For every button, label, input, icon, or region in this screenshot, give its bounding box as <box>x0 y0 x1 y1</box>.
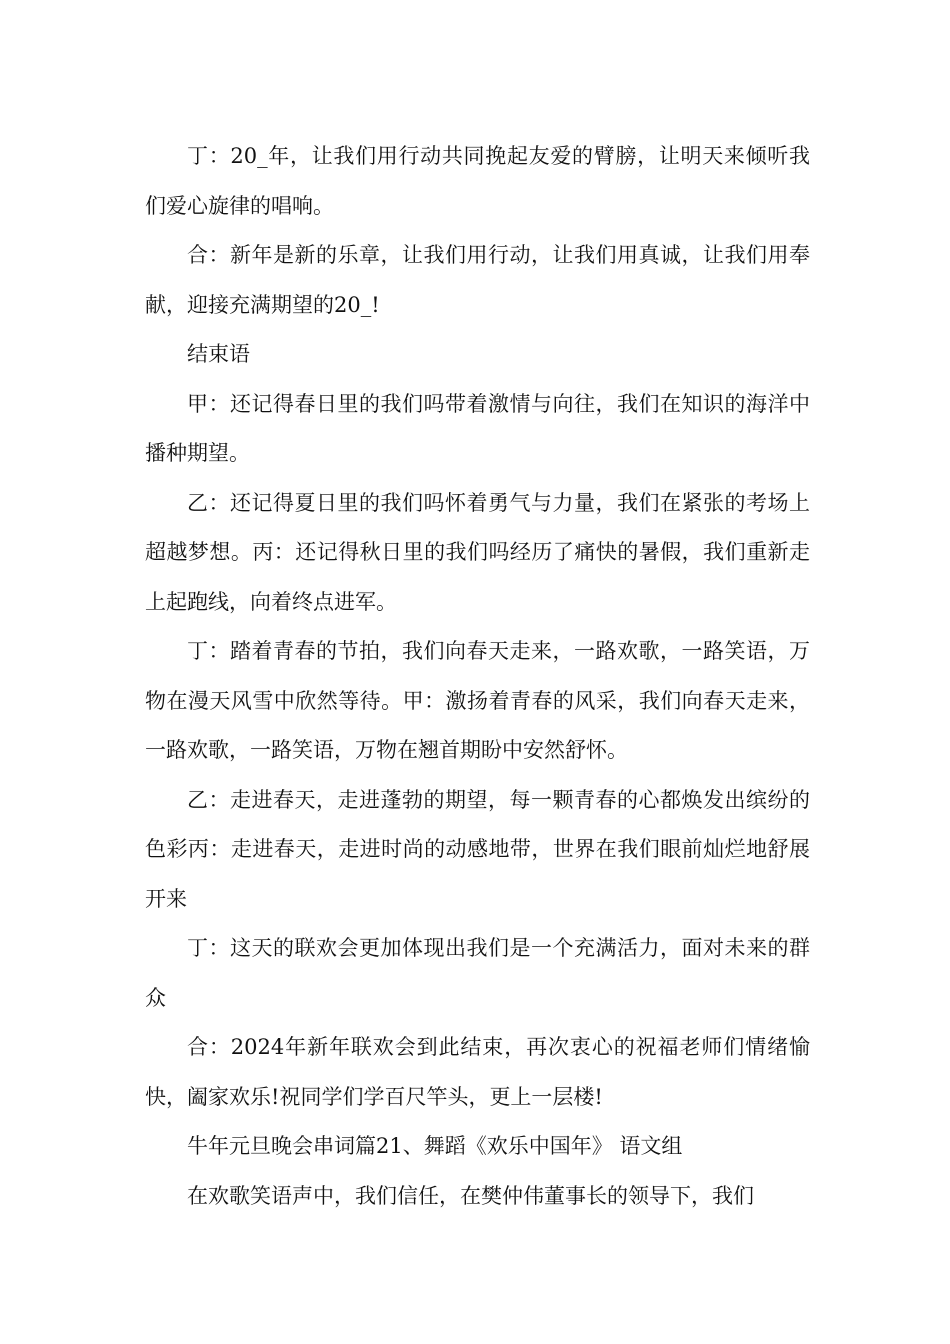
paragraph-ding-2: 丁：这天的联欢会更加体现出我们是一个充满活力，面对未来的群众 <box>145 936 810 1010</box>
paragraph-he-2: 合：2024年新年联欢会到此结束，再次衷心的祝福老师们情绪愉快，阖家欢乐!祝同学们学百尺竿头，更上一层楼! <box>145 1035 810 1109</box>
paragraph-yi-bing-2: 乙：走进春天，走进蓬勃的期望，每一颗青春的心都焕发出缤纷的色彩丙：走进春天，走进时尚的动感地带，世界在我们眼前灿烂地舒展开来 <box>145 787 810 911</box>
paragraph-jia-1: 甲：还记得春日里的我们吗带着激情与向往，我们在知识的海洋中播种期望。 <box>145 391 810 465</box>
paragraph-intro: 在欢歌笑语声中，我们信任，在樊仲伟董事长的领导下，我们 <box>187 1183 754 1208</box>
paragraph-ding-1: 丁：20_年，让我们用行动共同挽起友爱的臂膀，让明天来倾听我们爱心旋律的唱响。 <box>145 144 810 218</box>
section-title-dance: 牛年元旦晚会串词篇21、舞蹈《欢乐中国年》 语文组 <box>187 1134 683 1158</box>
paragraph-ding-jia: 丁：踏着青春的节拍，我们向春天走来，一路欢歌，一路笑语，万物在漫天风雪中欣然等待。甲：激扬着青春的风采，我们向春天走来，一路欢歌，一路笑语，万物在翘首期盼中安然舒怀。 <box>145 639 810 762</box>
document-body <box>145 132 810 1221</box>
paragraph-he-1: 合：新年是新的乐章，让我们用行动，让我们用真诚，让我们用奉献，迎接充满期望的20_! <box>145 243 810 317</box>
paragraph-yi-bing: 乙：还记得夏日里的我们吗怀着勇气与力量，我们在紧张的考场上超越梦想。丙：还记得秋日里的我们吗经历了痛快的暑假，我们重新走上起跑线，向着终点进军。 <box>145 490 810 614</box>
section-heading-closing: 结束语 <box>187 342 250 366</box>
